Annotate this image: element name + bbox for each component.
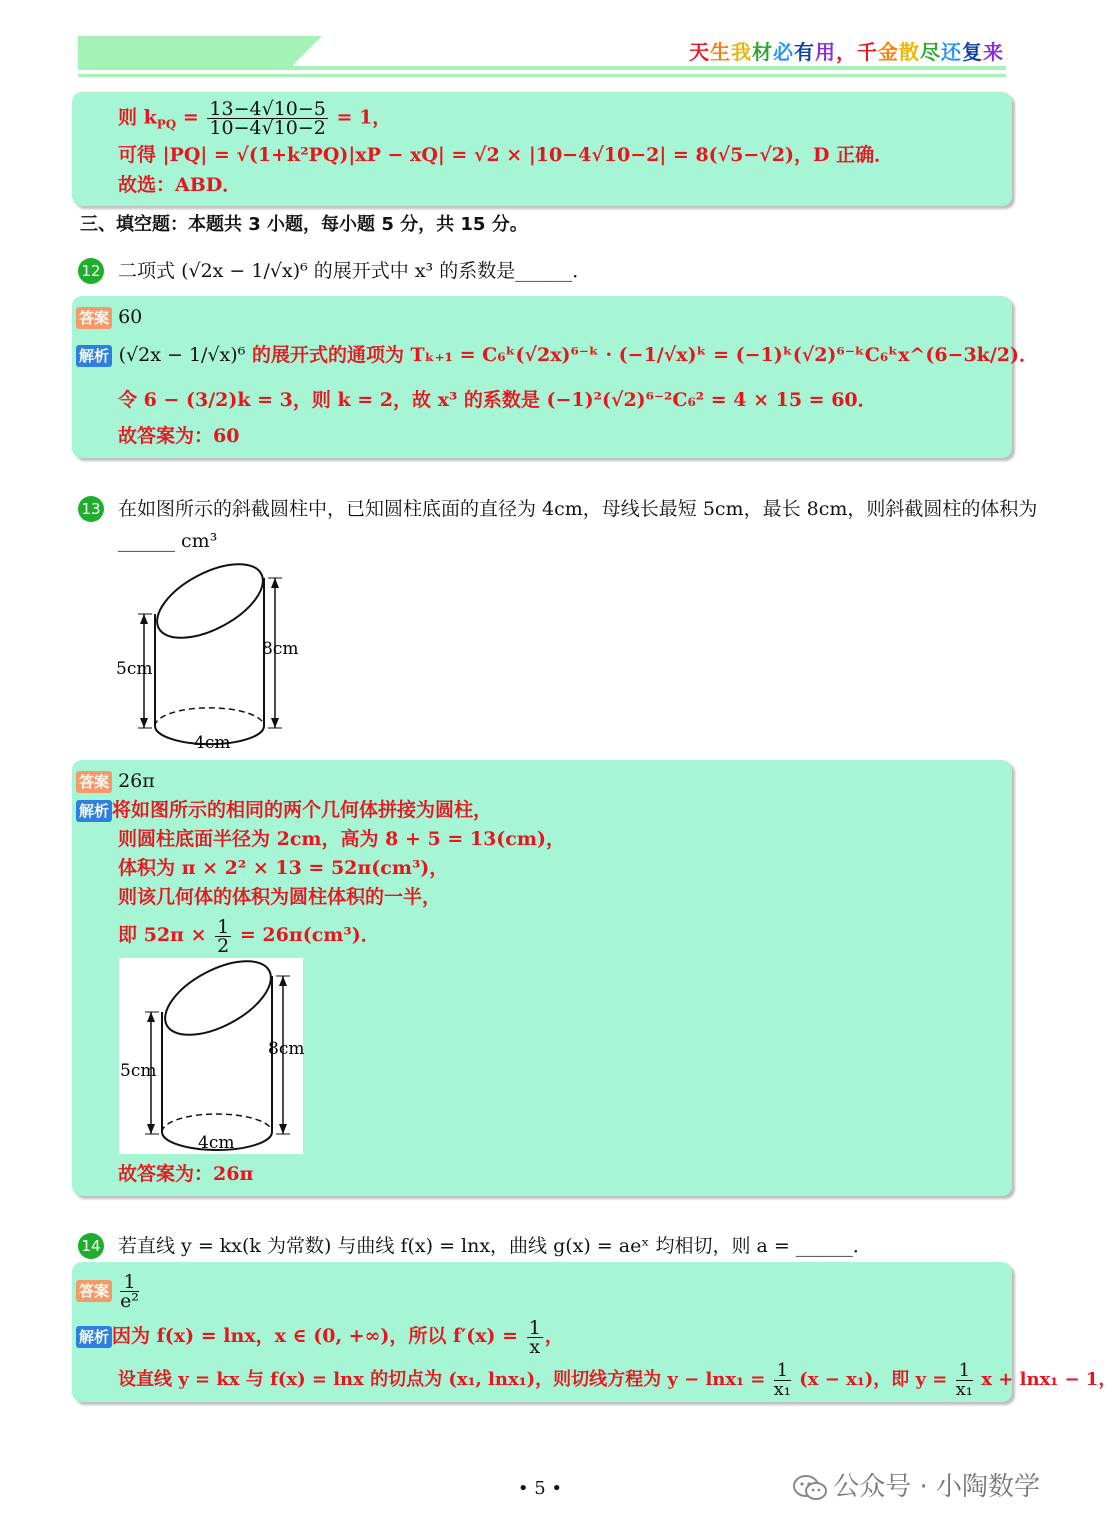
q12-analysis-line3: 故答案为：60 — [118, 425, 240, 447]
wechat-icon — [793, 1475, 827, 1501]
motto-char: 我 — [731, 40, 752, 64]
figure-label-long: 8cm — [268, 1039, 305, 1059]
motto-char: 尽 — [920, 40, 941, 64]
motto-char: 复 — [962, 40, 983, 64]
motto-char: 千 — [857, 40, 878, 64]
motto-char: 金 — [878, 40, 899, 64]
figure-label-long: 8cm — [262, 639, 299, 659]
question-number-12: 12 — [78, 258, 104, 284]
motto-char: 天 — [689, 40, 710, 64]
answer-tag: 答案 — [76, 307, 112, 329]
question-number-13: 13 — [78, 496, 104, 522]
q13-analysis-line1: 解析 将如图所示的相同的两个几何体拼接为圆柱， — [76, 798, 492, 822]
question-14-text: 若直线 y = kx(k 为常数) 与曲线 f(x) = lnx，曲线 g(x) = aeˣ 均相切，则 a = ______． — [118, 1235, 872, 1257]
page-number: • 5 • — [517, 1478, 563, 1499]
q13-analysis-line3: 体积为 π × 2² × 13 = 52π(cm³)， — [118, 857, 449, 879]
question-13-text: 在如图所示的斜截圆柱中，已知圆柱底面的直径为 4cm，母线长最短 5cm，最长 8cm，则斜截圆柱的体积为 — [118, 498, 1038, 520]
q12-analysis-line2: 令 6 − (3/2)k = 3，则 k = 2，故 x³ 的系数是 (−1)²(√2)⁶⁻²C₆² = 4 × 15 = 60． — [118, 389, 877, 411]
analysis-tag: 解析 — [76, 345, 112, 367]
motto-char: 材 — [752, 40, 773, 64]
q12-analysis-line1: 解析 (√2x − 1/√x)⁶ 的展开式的通项为 Tₖ₊₁ = C₆ᵏ(√2x)⁶⁻ᵏ · (−1/√x)ᵏ = (−1)ᵏ(√2)⁶⁻ᵏC₆ᵏx^(6−3k/2)． — [76, 343, 1038, 367]
q13-analysis-line4: 则该几何体的体积为圆柱体积的一半， — [118, 886, 442, 908]
analysis-tag: 解析 — [76, 1326, 112, 1348]
question-number-14: 14 — [78, 1233, 104, 1259]
motto-char: 有 — [794, 40, 815, 64]
motto-char: ， — [836, 40, 857, 64]
q13-answer: 答案 26π — [76, 769, 155, 793]
header-rule — [78, 66, 1006, 70]
header-banner-slant — [292, 36, 322, 66]
motto-char: 还 — [941, 40, 962, 64]
oblique-cylinder-figure-answer — [116, 958, 316, 1158]
q14-analysis-line2: 设直线 y = kx 与 f(x) = lnx 的切点为 (x₁, lnx₁)，则切线方程为 y − lnx₁ = $\frac{1}{\text{x₁}}$ (x − x₁)，即 y = $\frac{1}{\text{x₁}}$ x + lnx₁ − 1， — [118, 1359, 1116, 1400]
motto-char: 用 — [815, 40, 836, 64]
q12-answer: 答案 60 — [76, 305, 142, 329]
question-13-blank: ______ cm³ — [118, 530, 218, 552]
analysis-tag: 解析 — [76, 800, 112, 822]
q14-answer: 答案 $\frac{1}{\text{e²}}$ — [76, 1270, 141, 1310]
q13-analysis-line5: 即 52π × $\frac{1}{2}$ = 26π(cm³)． — [118, 915, 380, 957]
oblique-cylinder-figure — [112, 556, 312, 756]
prev-solution-line3: 故选：ABD． — [118, 174, 242, 196]
motto-char: 生 — [710, 40, 731, 64]
figure-label-short: 5cm — [120, 1061, 157, 1081]
motto-char: 来 — [983, 40, 1004, 64]
answer-tag: 答案 — [76, 771, 112, 793]
section-heading: 三、填空题：本题共 3 小题，每小题 5 分，共 15 分。 — [80, 214, 528, 235]
figure-label-diameter: 4cm — [194, 733, 231, 753]
prev-solution-line1: 则 $k_{PQ}$ = $\frac{13-4√10-5}{10-4√10-2}$ = 1， — [118, 98, 392, 139]
prev-solution-line2: 可得 |PQ| = √(1+k²PQ)|xP − xQ| = √2 × |10−4√10−2| = 8(√5−√2)，D 正确． — [118, 144, 894, 166]
answer-tag: 答案 — [76, 1280, 112, 1302]
q14-analysis-line1: 解析 因为 f(x) = lnx，x ∈ (0, +∞)，所以 f′(x) = $\frac{1}{x}$ ， — [76, 1316, 564, 1356]
motto-char: 散 — [899, 40, 920, 64]
figure-label-short: 5cm — [116, 659, 153, 679]
header-rule-thin — [78, 74, 1006, 77]
motto-char: 必 — [773, 40, 794, 64]
figure-label-diameter: 4cm — [198, 1133, 235, 1153]
header-banner — [78, 36, 293, 66]
question-12-text: 二项式 (√2x − 1/√x)⁶ 的展开式中 x³ 的系数是______． — [118, 260, 592, 282]
watermark: 公众号 · 小陶数学 — [793, 1466, 1040, 1503]
header-motto — [689, 36, 1004, 65]
q13-analysis-final: 故答案为：26π — [118, 1163, 254, 1185]
q13-analysis-line2: 则圆柱底面半径为 2cm，高为 8 + 5 = 13(cm)， — [118, 828, 565, 850]
